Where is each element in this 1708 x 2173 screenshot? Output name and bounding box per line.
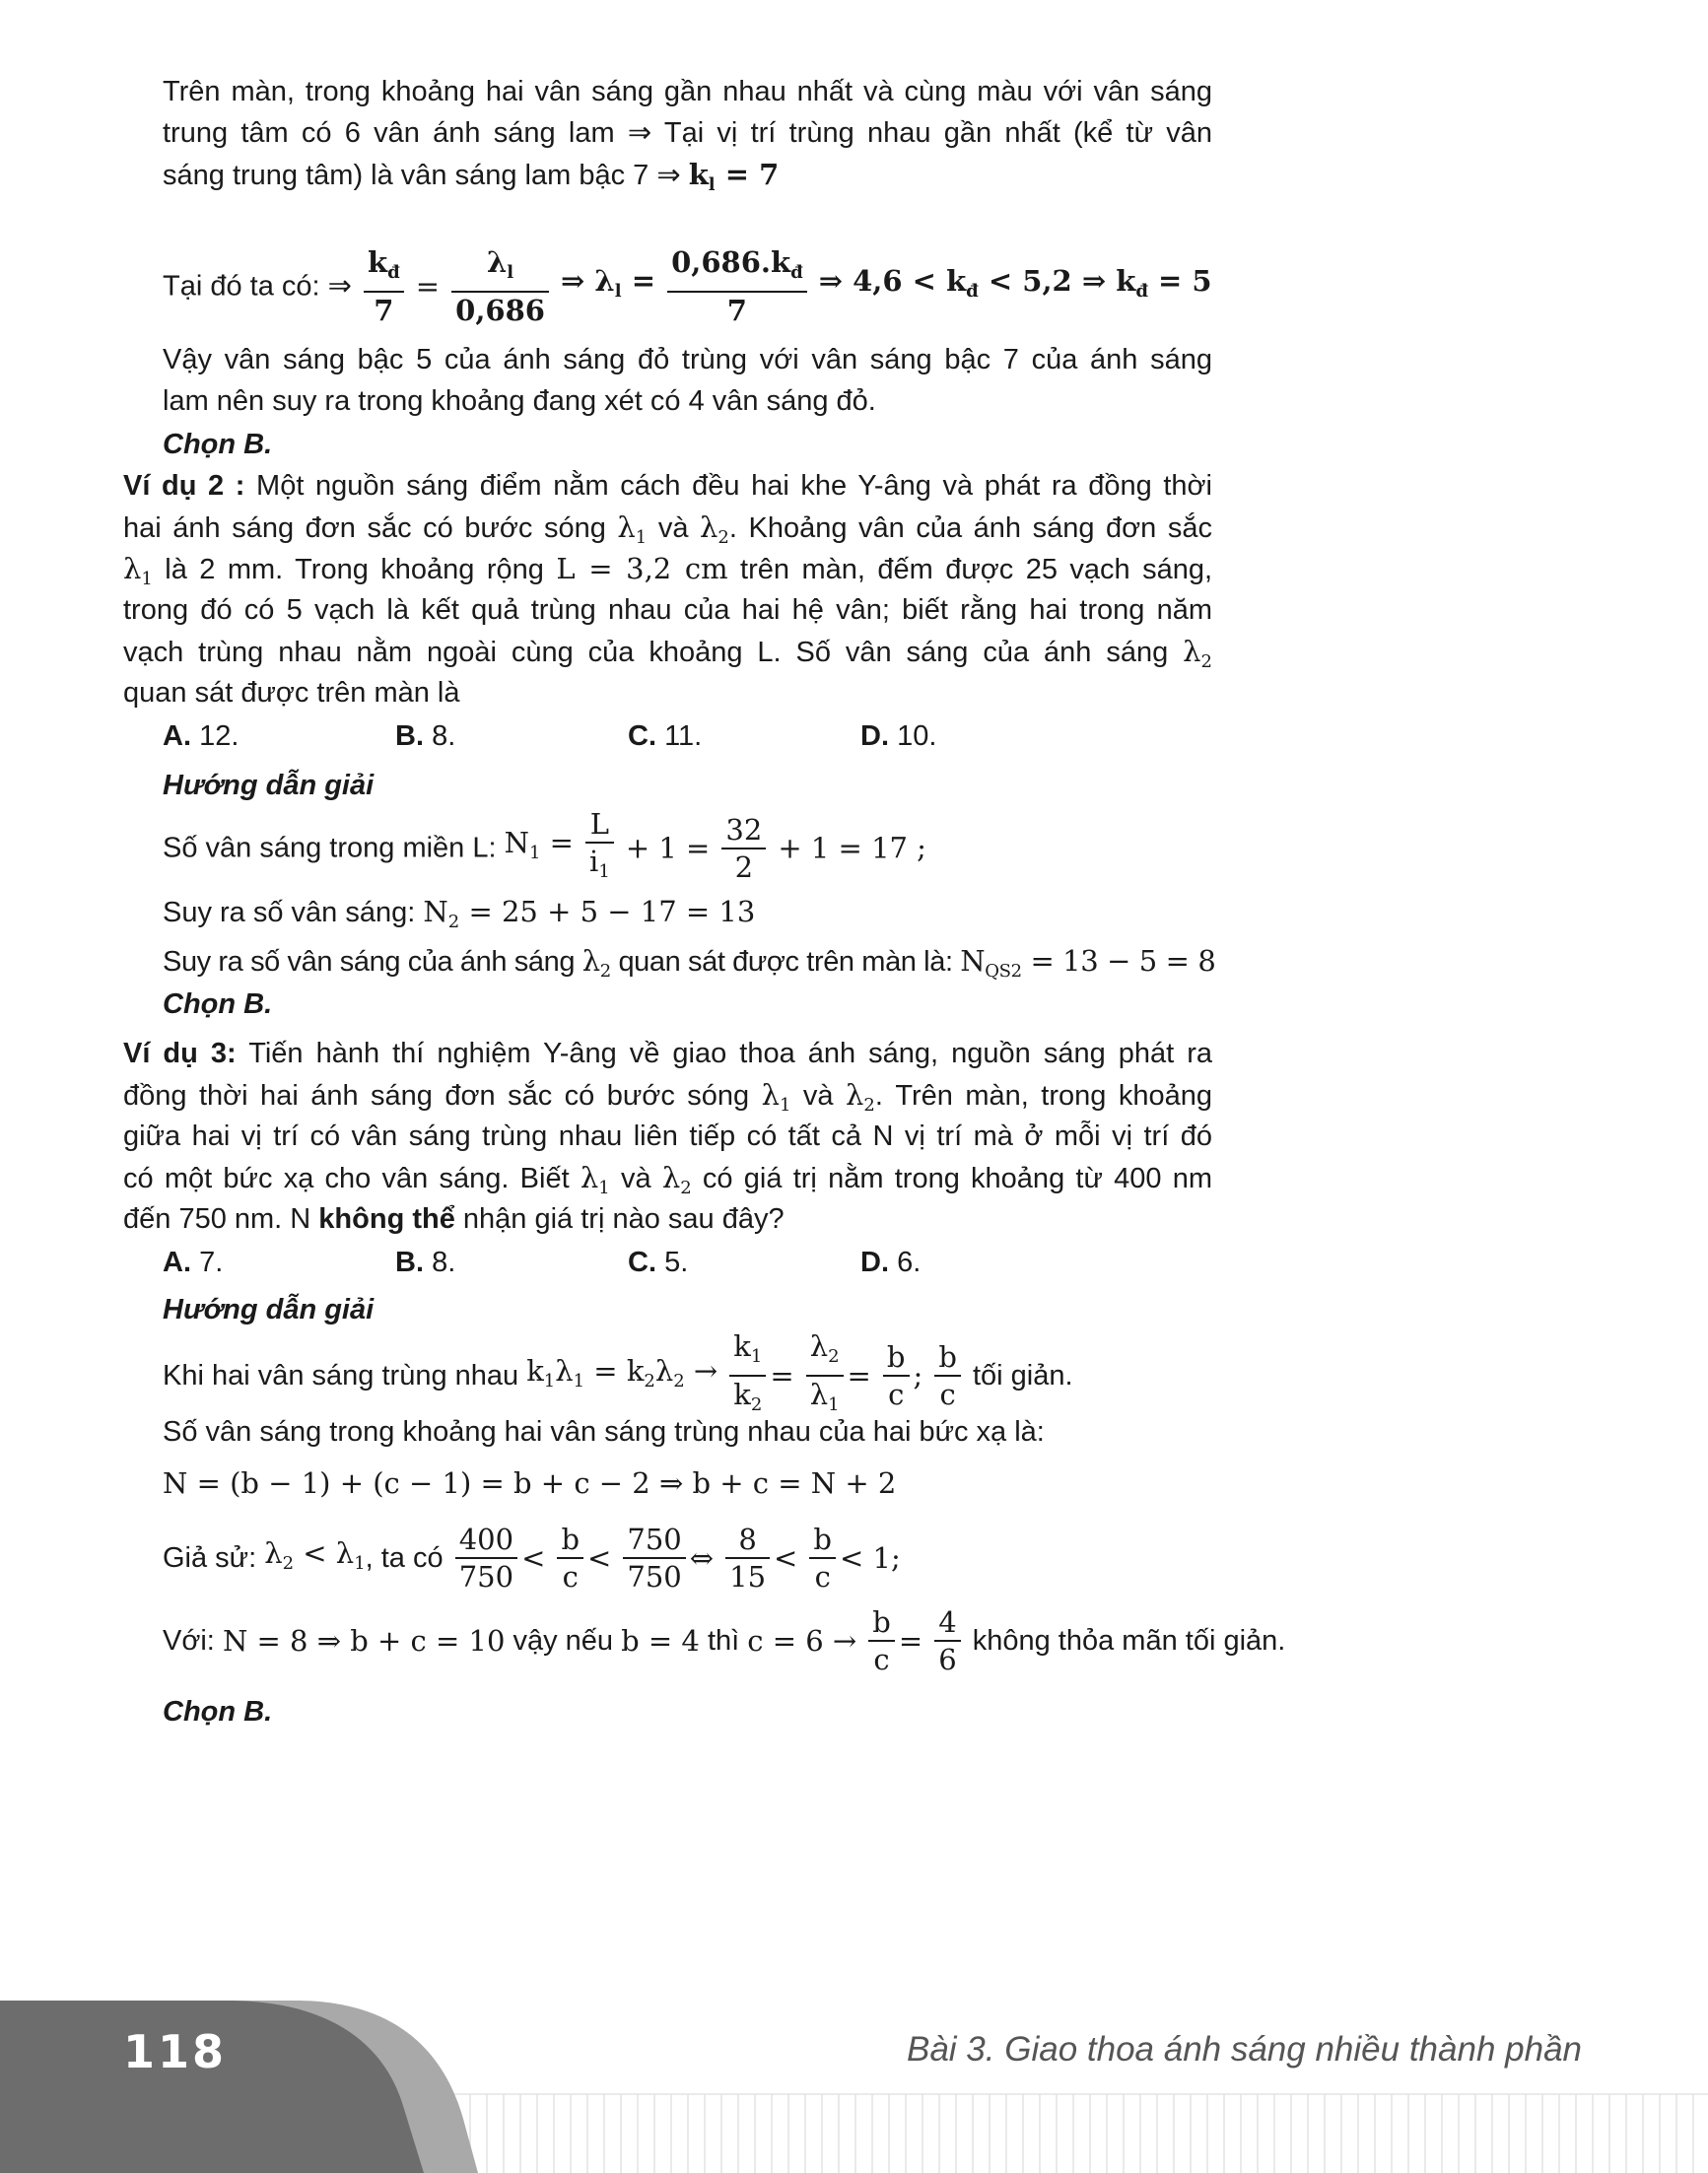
solution-step: Số vân sáng trong khoảng hai vân sáng trùng nhau của hai bức xạ là: — [163, 1416, 1045, 1448]
fraction: $\frac{k_đ}{7}$ — [364, 244, 404, 328]
example-2-line: $\lambda_1$ là 2 mm. Trong khoảng rộng L = 3,2 cm trên màn, đếm được 25 vạch sáng, — [123, 552, 1213, 589]
fraction: $\frac{0,686.k_đ}{7}$ — [667, 244, 807, 328]
solution-step: Suy ra số vân sáng: $N_2 = 25 + 5 - 17 = 13$ — [163, 895, 756, 932]
option-c: C. 11. — [628, 720, 703, 752]
fraction: $\frac{32}{2}$ — [721, 812, 766, 885]
solution-step: Suy ra số vân sáng của ánh sáng $\lambda_2$ quan sát được trên màn là: $N_{QS2} = 13 - 5 = 8$ — [163, 944, 1216, 982]
solution-step: Giả sử: $\lambda_2 < \lambda_1$, ta có $\frac{400}{750}$ < $\frac{b}{c}$ < $\frac{750}{750}$ ⇔ $\frac{8}{15}$ < $\frac{b}{c}$ < 1; — [163, 1523, 901, 1594]
example-2-options — [163, 715, 1093, 757]
solution-step: Khi hai vân sáng trùng nhau $k_1\lambda_1 = k_2\lambda_2$ → $\frac{k_1}{k_2}$ = $\frac{\lambda_2}{\lambda_1}$ = $\frac{b}{c}$ ; $\frac{b}{c}$ tối giản. — [163, 1329, 1073, 1415]
text-line: lam nên suy ra trong khoảng đang xét có 4 vân sáng đỏ. — [163, 385, 876, 417]
fraction: $\frac{L}{i_1}$ — [585, 806, 614, 890]
guide-heading: Hướng dẫn giải — [163, 770, 375, 801]
answer-label: Chọn B. — [163, 1696, 273, 1728]
example-3-line: đến 750 nm. N không thể nhận giá trị nào sau đây? — [123, 1203, 785, 1235]
answer-label: Chọn B. — [163, 429, 273, 460]
option-b: B. 8. — [395, 1247, 456, 1278]
example-3-line: đồng thời hai ánh sáng đơn sắc có bước sóng $\lambda_1$ và $\lambda_2$. Trên màn, trong khoảng — [123, 1078, 1212, 1116]
equation-1: Tại đó ta có: ⇒ $\frac{k_đ}{7}$ = $\frac{\lambda_l}{0,686}$ ⇒ $\lambda_l$ = $\frac{0,686.k_đ}{7}$ ⇒ $4,6 < k_đ < 5,2$ ⇒ $k_đ = 5$ — [163, 245, 1212, 327]
option-a: A. 7. — [163, 1247, 224, 1278]
solution-step: Số vân sáng trong miền L: $N_1$ = $\frac{L}{i_1}$ + 1 = $\frac{32}{2}$ + 1 = 17 ; — [163, 806, 926, 890]
text-line: Vậy vân sáng bậc 5 của ánh sáng đỏ trùng với vân sáng bậc 7 của ánh sáng — [163, 344, 1212, 375]
page-number: 118 — [123, 2025, 228, 2078]
example-3-options — [163, 1242, 1093, 1283]
option-d: D. 6. — [860, 1247, 922, 1278]
option-d: D. 10. — [860, 720, 937, 752]
page-footer — [0, 1991, 1708, 2173]
example-2-line: hai ánh sáng đơn sắc có bước sóng $\lambda_1$ và $\lambda_2$. Khoảng vân của ánh sáng đơn sắc — [123, 510, 1212, 548]
example-2-line: trong đó có 5 vạch là kết quả trùng nhau của hai hệ vân; biết rằng hai trong năm — [123, 594, 1212, 626]
solution-step: Với: N = 8 ⇒ b + c = 10 vậy nếu b = 4 thì c = 6 → $\frac{b}{c}$ = $\frac{4}{6}$ không thỏa mãn tối giản. — [163, 1605, 1286, 1676]
example-2-line: vạch trùng nhau nằm ngoài cùng của khoảng L. Số vân sáng của ánh sáng $\lambda_2$ — [123, 635, 1212, 672]
option-a: A. 12. — [163, 720, 239, 752]
example-3-line: có một bức xạ cho vân sáng. Biết $\lambda_1$ và $\lambda_2$ có giá trị nằm trong khoảng từ 400 nm — [123, 1161, 1213, 1198]
footer-decoration — [0, 1991, 1708, 2173]
option-c: C. 5. — [628, 1247, 689, 1278]
fraction: $\frac{\lambda_l}{0,686}$ — [451, 244, 549, 328]
text-line: Trên màn, trong khoảng hai vân sáng gần nhau nhất và cùng màu với vân sáng — [163, 76, 1212, 107]
text-line: sáng trung tâm) là vân sáng lam bậc 7 ⇒ $k_l = 7$ — [163, 158, 780, 195]
example-3-line: giữa hai vị trí có vân sáng trùng nhau liên tiếp có tất cả N vị trí mà ở mỗi vị trí đó — [123, 1120, 1212, 1152]
chapter-title: Bài 3. Giao thoa ánh sáng nhiều thành phần — [907, 2030, 1582, 2069]
solution-step: N = (b − 1) + (c − 1) = b + c − 2 ⇒ b + c = N + 2 — [163, 1466, 897, 1500]
answer-label: Chọn B. — [163, 988, 273, 1020]
example-3-line: Ví dụ 3: Tiến hành thí nghiệm Y-âng về giao thoa ánh sáng, nguồn sáng phát ra — [123, 1038, 1212, 1069]
guide-heading: Hướng dẫn giải — [163, 1294, 375, 1325]
example-2-line: quan sát được trên màn là — [123, 677, 460, 709]
option-b: B. 8. — [395, 720, 456, 752]
example-2-line: Ví dụ 2 : Một nguồn sáng điểm nằm cách đều hai khe Y-âng và phát ra đồng thời — [123, 470, 1212, 502]
text-line: trung tâm có 6 vân ánh sáng lam ⇒ Tại vị trí trùng nhau gần nhất (kể từ vân — [163, 117, 1212, 149]
